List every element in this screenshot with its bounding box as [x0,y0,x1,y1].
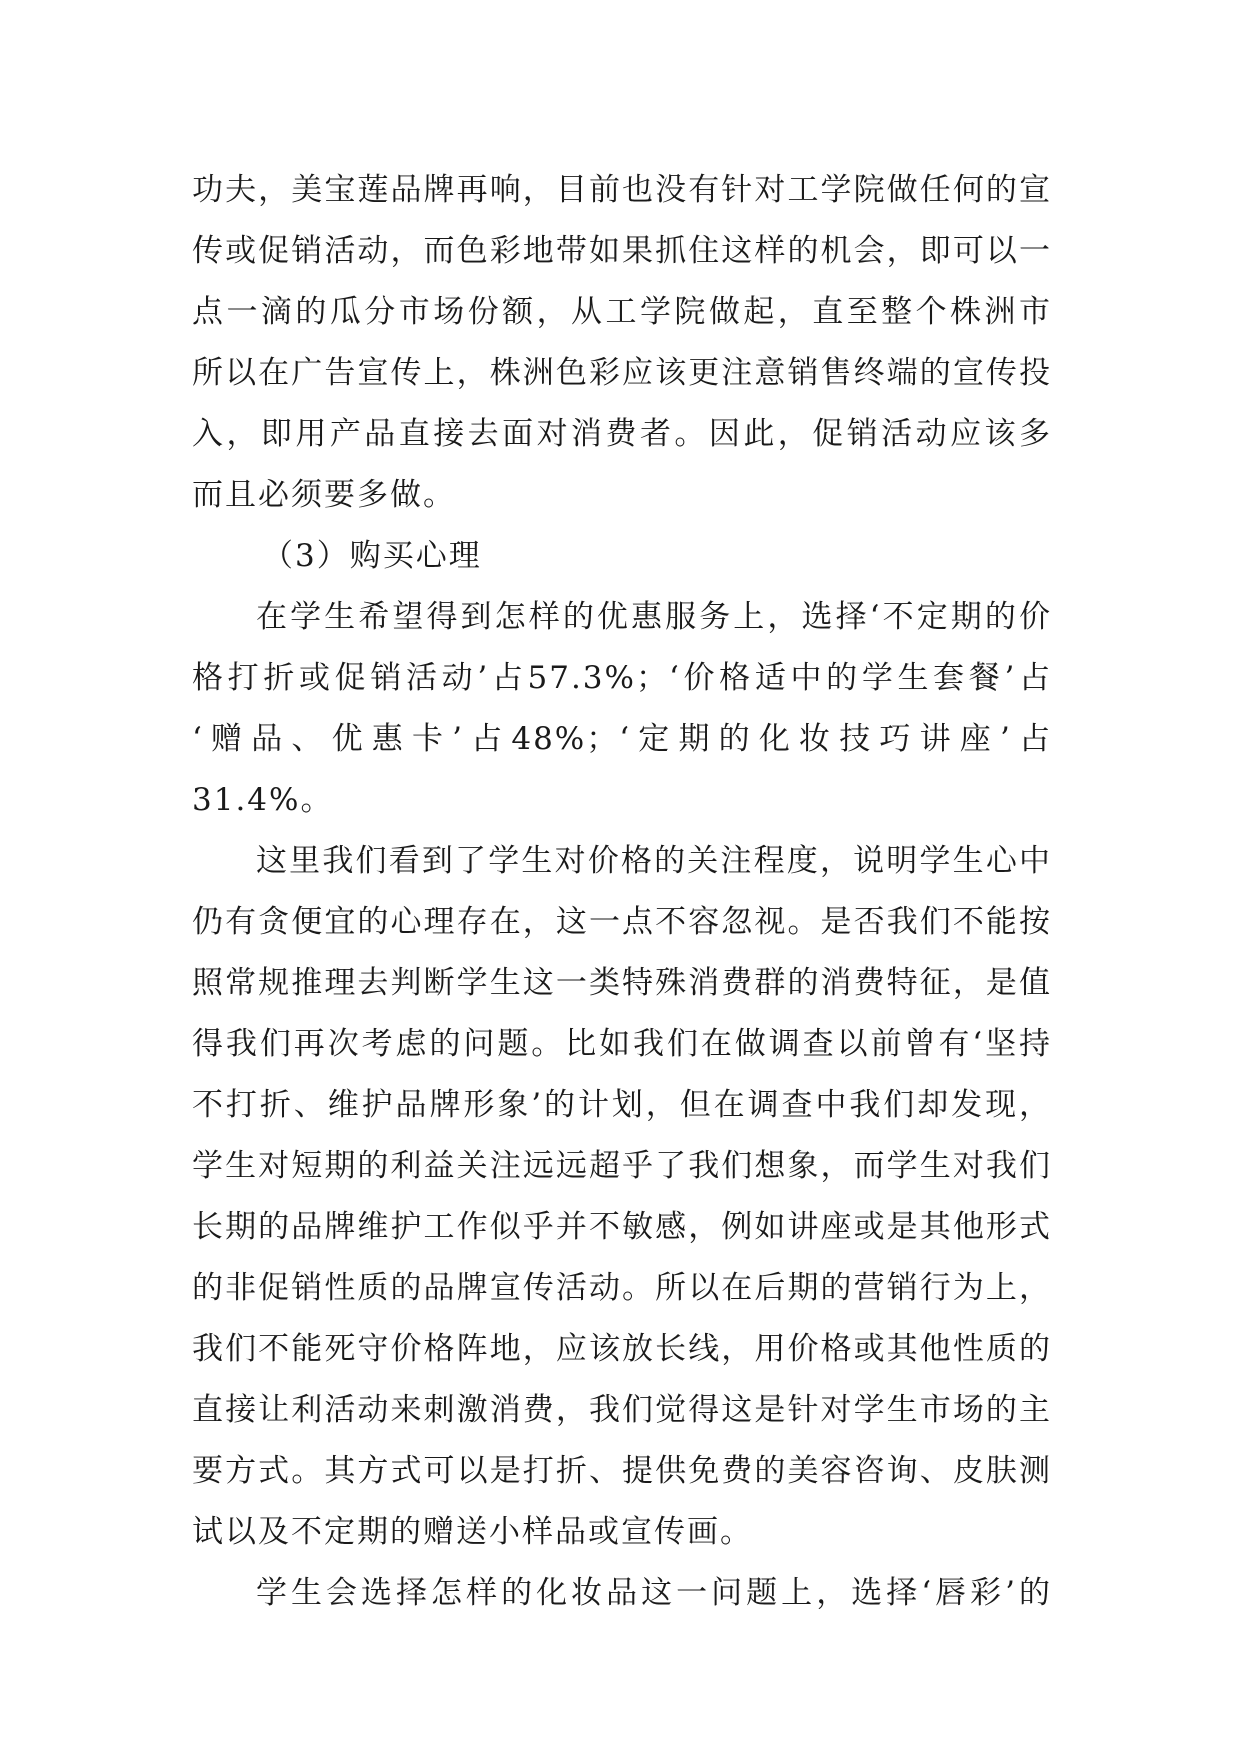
text-line: 入，即用产品直接去面对消费者。因此，促销活动应该多 [192,416,1052,452]
text-line: 而且必须要多做。 [192,477,456,513]
text-line: 点一滴的瓜分市场份额，从工学院做起，直至整个株洲市 [192,294,1052,330]
text-line: 在学生希望得到怎样的优惠服务上，选择‘不定期的价 [256,599,1052,635]
text-line: 所以在广告宣传上，株洲色彩应该更注意销售终端的宣传投 [192,355,1052,391]
text-line: ‘赠品、优惠卡’占48%；‘定期的化妆技巧讲座’占 [192,721,1052,757]
text-line: 这里我们看到了学生对价格的关注程度，说明学生心中 [256,843,1052,879]
section-heading [192,526,1052,587]
paragraph [192,1563,1052,1624]
text-line: 格打折或促销活动’占57.3%；‘价格适中的学生套餐’占 [192,660,1052,696]
text-line: 传或促销活动，而色彩地带如果抓住这样的机会，即可以一 [192,233,1052,269]
text-line: 直接让利活动来刺激消费，我们觉得这是针对学生市场的主 [192,1392,1052,1428]
text-line: 31.4%。 [192,782,334,818]
text-line: 功夫，美宝莲品牌再响，目前也没有针对工学院做任何的宣 [192,172,1052,208]
text-line: 得我们再次考虑的问题。比如我们在做调查以前曾有‘坚持 [192,1026,1052,1062]
heading-text: （3）购买心理 [262,538,482,574]
text-line: 试以及不定期的赠送小样品或宣传画。 [192,1514,753,1550]
text-line: 不打折、维护品牌形象’的计划，但在调查中我们却发现， [192,1087,1052,1123]
text-line: 要方式。其方式可以是打折、提供免费的美容咨询、皮肤测 [192,1453,1052,1489]
text-line: 仍有贪便宜的心理存在，这一点不容忽视。是否我们不能按 [192,904,1052,940]
document-body [192,160,1052,1624]
text-line: 学生对短期的利益关注远远超乎了我们想象，而学生对我们 [192,1148,1052,1184]
text-line: 学生会选择怎样的化妆品这一问题上，选择‘唇彩’的 [256,1575,1052,1611]
paragraph [192,587,1052,831]
text-line: 的非促销性质的品牌宣传活动。所以在后期的营销行为上， [192,1270,1052,1306]
text-line: 长期的品牌维护工作似乎并不敏感，例如讲座或是其他形式 [192,1209,1052,1245]
text-line: 我们不能死守价格阵地，应该放长线，用价格或其他性质的 [192,1331,1052,1367]
paragraph [192,831,1052,1563]
paragraph [192,160,1052,526]
text-line: 照常规推理去判断学生这一类特殊消费群的消费特征，是值 [192,965,1052,1001]
